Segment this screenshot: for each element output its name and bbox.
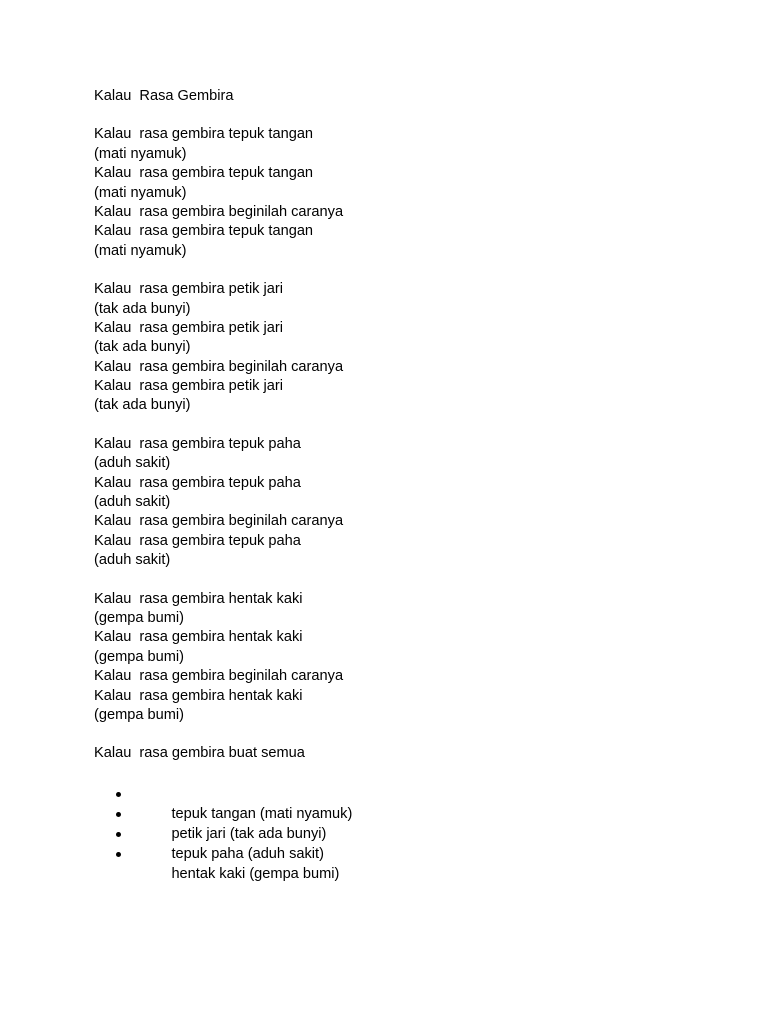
stanza-line: Kalau rasa gembira beginilah caranya <box>94 358 344 375</box>
list-item-label: tepuk tangan (mati nyamuk) <box>171 805 353 822</box>
song-title: Kalau Rasa Gembira <box>94 88 234 104</box>
list-item <box>94 844 694 882</box>
stanza-line: Kalau rasa gembira tepuk tangan <box>94 223 314 240</box>
closing-line: Kalau rasa gembira buat semua <box>94 745 305 762</box>
stanza-1 <box>94 125 694 261</box>
stanza-line: (tak ada bunyi) <box>94 339 191 356</box>
list-item-label: petik jari (tak ada bunyi) <box>171 825 327 842</box>
stanza-line: (gempa bumi) <box>94 609 185 626</box>
song-text <box>94 87 694 882</box>
stanza-line: Kalau rasa gembira beginilah caranya <box>94 203 344 220</box>
stanza-line: (mati nyamuk) <box>94 242 187 259</box>
stanza-line: Kalau rasa gembira tepuk paha <box>94 435 301 452</box>
list-item-label: tepuk paha (aduh sakit) <box>171 845 324 862</box>
bullet-icon <box>116 812 121 817</box>
stanza-3 <box>94 435 694 571</box>
stanza-line: Kalau rasa gembira petik jari <box>94 281 283 298</box>
stanza-line: Kalau rasa gembira petik jari <box>94 378 283 395</box>
stanza-line: Kalau rasa gembira petik jari <box>94 319 283 336</box>
stanza-line: Kalau rasa gembira tepuk paha <box>94 474 301 491</box>
stanza-line: Kalau rasa gembira hentak kaki <box>94 687 303 704</box>
list-item <box>94 784 694 822</box>
stanza-line: Kalau rasa gembira beginilah caranya <box>94 668 344 685</box>
bullet-icon <box>116 792 121 797</box>
stanza-line: (tak ada bunyi) <box>94 300 191 317</box>
stanza-line: Kalau rasa gembira beginilah caranya <box>94 513 344 530</box>
stanza-line: (aduh sakit) <box>94 494 171 511</box>
stanza-line: Kalau rasa gembira hentak kaki <box>94 590 303 607</box>
stanza-line: (aduh sakit) <box>94 552 171 569</box>
stanza-2 <box>94 280 694 416</box>
stanza-line: (mati nyamuk) <box>94 145 187 162</box>
list-item <box>94 804 694 842</box>
bullet-icon <box>116 832 121 837</box>
stanza-line: Kalau rasa gembira tepuk paha <box>94 532 301 549</box>
stanza-line: (aduh sakit) <box>94 455 171 472</box>
stanza-line: (gempa bumi) <box>94 706 185 723</box>
stanza-4 <box>94 590 694 726</box>
stanza-line: (mati nyamuk) <box>94 184 187 201</box>
stanza-line: Kalau rasa gembira tepuk tangan <box>94 165 314 182</box>
list-item-label: hentak kaki (gempa bumi) <box>171 865 340 882</box>
stanza-line: Kalau rasa gembira tepuk tangan <box>94 126 314 143</box>
stanza-line: Kalau rasa gembira hentak kaki <box>94 629 303 646</box>
bullet-icon <box>116 852 121 857</box>
list-item <box>94 824 694 862</box>
stanza-line: (tak ada bunyi) <box>94 397 191 414</box>
bullet-list <box>94 784 694 882</box>
stanza-line: (gempa bumi) <box>94 648 185 665</box>
